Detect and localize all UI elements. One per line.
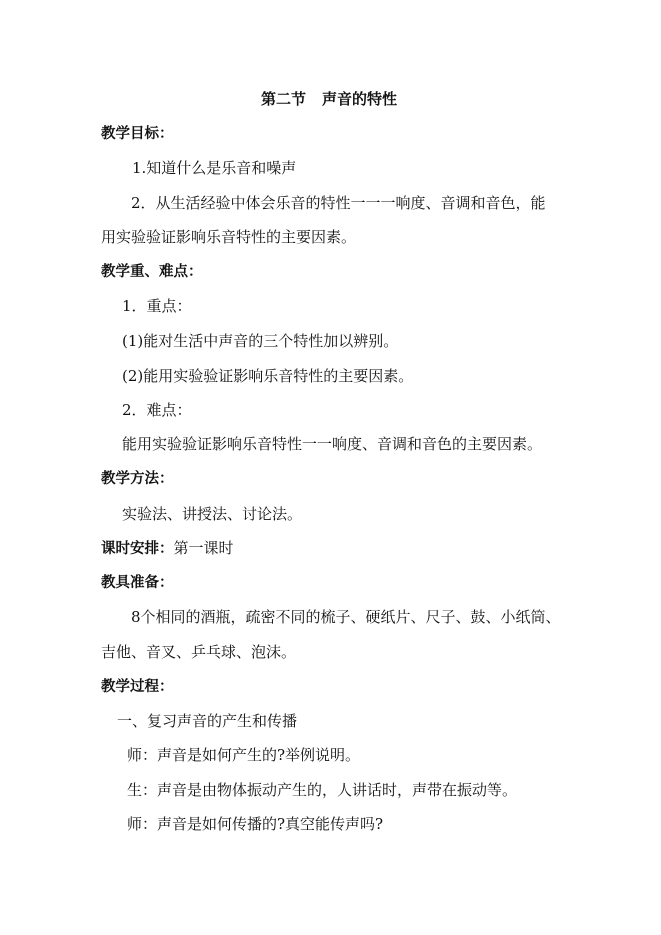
- process-answer-1: 生：声音是由物体振动产生的，人讲话时，声带在振动等。: [127, 781, 518, 799]
- key-label: 1．重点：: [122, 297, 192, 315]
- schedule-heading: 课时安排：: [101, 541, 174, 557]
- process-step-1: 一、复习声音的产生和传播: [117, 712, 298, 730]
- goals-item-2-line-2: 用实验验证影响乐音特性的主要因素。: [101, 228, 357, 246]
- goals-heading: 教学目标：: [101, 126, 174, 142]
- title-name: 声音的特性: [322, 90, 398, 108]
- methods-text: 实验法、讲授法、讨论法。: [122, 505, 303, 523]
- materials-line-1: 8个相同的酒瓶，疏密不同的梳子、硬纸片、尺子、鼓、小纸筒、: [131, 608, 561, 626]
- process-question-1: 师：声音是如何产生的?举例说明。: [127, 746, 361, 764]
- materials-heading: 教具准备：: [101, 575, 174, 591]
- process-question-2: 师：声音是如何传播的?真空能传声吗?: [127, 815, 384, 833]
- key-item-2: (2)能用实验验证影响乐音特性的主要因素。: [122, 367, 414, 385]
- difficulty-label: 2．难点：: [122, 401, 192, 419]
- materials-line-2: 吉他、音叉、乒乓球、泡沫。: [101, 643, 297, 661]
- goals-item-1: 1.知道什么是乐音和噪声: [132, 159, 297, 177]
- key-points-heading: 教学重、难点：: [101, 264, 203, 280]
- methods-heading: 教学方法：: [101, 471, 174, 487]
- title-section: 第二节: [261, 90, 307, 108]
- schedule-text: 第一课时: [173, 539, 234, 557]
- difficulty-item-1: 能用实验验证影响乐音特性一一响度、音调和音色的主要因素。: [122, 435, 543, 453]
- key-item-1: (1)能对生活中声音的三个特性加以辨别。: [122, 332, 399, 350]
- process-heading: 教学过程：: [101, 679, 174, 695]
- schedule-line: [101, 538, 234, 559]
- goals-item-2-line-1: 2．从生活经验中体会乐音的特性一一一响度、音调和音色，能: [131, 194, 546, 212]
- page-title: [261, 89, 397, 109]
